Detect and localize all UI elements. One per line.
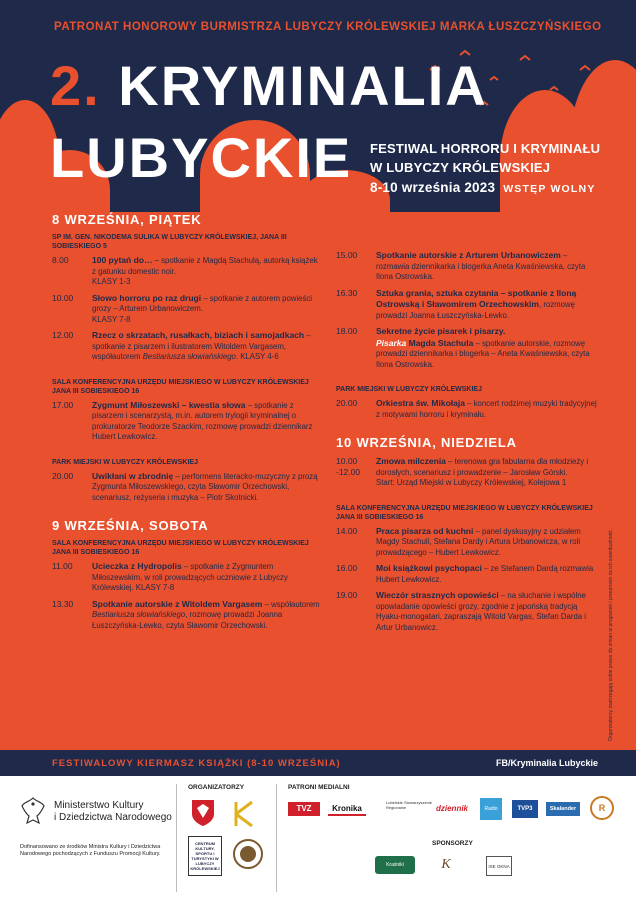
event-text: – rozmawia dziennikarka i blogerka Aneta Kwaśniewska, czyta Ilona Ostrowska. (376, 251, 586, 281)
sponsor-logo-3: ISE OKNA (486, 856, 512, 876)
venue-school: SP IM. GEN. NIKODEMA SULIKA W LUBYCZY KRÓLEWSKIEJ, JANA III SOBIESKIEGO 5 (52, 234, 287, 250)
event-title: Uwikłani w zbrodnię (92, 470, 174, 481)
event-item (336, 250, 598, 283)
event-title: Rzecz o skrzatach, rusałkach, biziach i samojadkach (92, 330, 305, 340)
partner-seal-icon (232, 838, 264, 870)
footer-divider (276, 784, 277, 892)
event-description (376, 456, 598, 489)
event-time: 18.00 (336, 326, 358, 336)
sponsors-heading: SPONSORZY (432, 840, 473, 847)
event-time: 16.00 (336, 563, 358, 573)
venue-conference-hall (52, 378, 320, 396)
event-title-italic: Pisarka (376, 337, 407, 348)
day-heading-sunday: 10 WRZEŚNIA, NIEDZIELA (336, 435, 517, 450)
event-description (92, 255, 320, 288)
event-description (376, 326, 598, 370)
ministry-logo (20, 796, 190, 836)
event-title: Sztuka grania, sztuka czytania – spotkanie z Iloną Ostrowską i Sławomirem Orzechowskim (376, 287, 577, 309)
event-title: Słowo horroru po raz drugi (92, 292, 202, 303)
event-item (52, 471, 320, 504)
event-time: 20.00 (336, 398, 358, 408)
event-text: – spotkanie z autorem powieści grozy – Arturem Urbanowiczem. (92, 293, 313, 313)
event-description (376, 526, 598, 559)
event-time: 20.00 (52, 470, 74, 481)
event-item (336, 563, 598, 585)
facebook-link[interactable]: FB/Kryminalia Lubyckie (495, 758, 598, 768)
event-text: – panel dyskusyjny z udziałem Magdy Stachuli, Stefana Dardy i Artura Urbanowicza, w roli prowadzącego – Hubert Lewkowicz. (376, 526, 581, 557)
media-logo-tvz: TVZ (288, 802, 320, 816)
event-item (52, 400, 320, 443)
event-classes: KLASY 1-3 (92, 277, 131, 286)
book-fair-label: FESTIWALOWY KIERMASZ KSIĄŻKI (8-10 WRZEŚNIA) (52, 758, 341, 769)
festival-program (0, 212, 636, 750)
day-heading-saturday: 9 WRZEŚNIA, SOBOTA (52, 518, 209, 533)
event-item (336, 288, 598, 322)
event-time: 16.30 (336, 287, 358, 298)
edition-number: 2. (50, 54, 101, 117)
event-title: Zygmunt Miłoszewski – kwestia słowa (92, 399, 246, 410)
event-description (376, 590, 598, 633)
event-item (336, 456, 598, 489)
event-time: 14.00 (336, 525, 358, 536)
event-description (92, 471, 320, 504)
event-text: – na słuchanie i wspólne opowiadanie opowieści grozy, zgodnie z japońską tradycją Hyaku-monogatari, zapraszają Witold Vargas, Stefan Darda i Artur Urbanowicz. (376, 591, 587, 632)
event-time: 8.00 (52, 255, 69, 265)
event-time: 11.00 (52, 561, 73, 571)
coat-of-arms-icon (190, 798, 216, 828)
event-description (92, 293, 320, 326)
event-title: 100 pytań do… (92, 255, 153, 265)
venue-city-park: PARK MIEJSKI W LUBYCZY KRÓLEWSKIEJ (336, 386, 482, 393)
media-patrons-heading: PATRONI MEDIALNI (288, 784, 350, 791)
event-item (52, 599, 320, 632)
program-disclaimer (606, 512, 616, 762)
event-time: 10.00 (52, 292, 74, 303)
event-description (92, 400, 320, 443)
event-time: 13.30 (52, 598, 74, 609)
event-classes: KLASY 7-8 (92, 314, 131, 324)
media-logo-r: R (590, 796, 614, 820)
event-time: 17.00 (52, 399, 74, 410)
venue-name: SALA KONFERENCYJNA URZĘDU MIEJSKIEGO W LUBYCZY KRÓLEWSKIEJ (52, 540, 309, 547)
ministry-name (54, 800, 194, 824)
event-title: Wieczór strasznych opowieści (376, 590, 499, 600)
media-logo-tvp3: TVP3 (512, 800, 538, 818)
book-fair-band (0, 750, 636, 776)
media-logo-skalander: Skalander (546, 802, 580, 816)
event-description (376, 398, 598, 420)
event-text: – współautorem (262, 599, 320, 609)
event-text: – spotkanie z Magdą Stachulą, autorką książek z gatunku domestic noir. (92, 256, 318, 276)
event-title: Ucieczka z Hydropolis (92, 561, 182, 571)
venue-name: SALA KONFERENCYJNA URZĘDU MIEJSKIEGO W LUBYCZY KRÓLEWSKIEJ (336, 504, 593, 512)
event-time: 19.00 (336, 590, 358, 600)
event-text: – spotkanie z Zygmuntem Miłoszewskim, w roli prowadzących uczniowie z Lubyczy Królewskiej. KLASY 7-8 (92, 562, 288, 592)
event-item (336, 526, 598, 559)
program-right-column (336, 250, 598, 638)
venue-name: SALA KONFERENCYJNA URZĘDU MIEJSKIEGO W LUBYCZY KRÓLEWSKIEJ (52, 378, 309, 386)
ministry-name-line1: Ministerstwo Kultury (54, 800, 144, 811)
title-word-kryminalia: KRYMINALIA (118, 54, 488, 117)
venue-conference-hall (336, 504, 598, 522)
event-title: Moi książkowi psychopaci (376, 563, 482, 573)
event-title: Praca pisarza od kuchni (376, 525, 474, 536)
funding-note: Dofinansowano ze środków Ministra Kultury i Dziedzictwa Narodowego pochodzących z Funduszu Promocji Kultury. (20, 844, 161, 857)
poster-header (0, 0, 636, 212)
venue-city-park: PARK MIEJSKI W LUBYCZY KRÓLEWSKIEJ (52, 458, 198, 466)
event-text: – performens literacko-muzyczny z prozą Zygmunta Miłoszewskiego, czyta Sławomir Orzechowski, scenariusz, reżyseria i muzyka – Piotr Skotnicki. (92, 471, 318, 502)
media-logo-dziennik: dziennik (436, 804, 469, 813)
organizers-heading: ORGANIZATORZY (188, 784, 245, 791)
media-logo-kronika: Kronika (328, 802, 366, 816)
event-text: – spotkanie z pisarzem i ilustratorem Witoldem Vargasem, współautorem (92, 331, 311, 361)
event-title-name: Magda Stachula (406, 337, 474, 348)
library-logo-icon (232, 800, 258, 828)
footer-divider (176, 784, 177, 892)
event-classes: . KLASY 4-6 (235, 352, 279, 361)
event-text: – spotkanie autorskie, rozmowę prowadzi dziennikarka i blogerka – Aneta Kwaśniewska, czyta Ilona Ostrowska. (376, 338, 590, 369)
festival-title-line2: LUBYCKIE (50, 126, 353, 189)
event-text: – ze Stefanem Dardą rozmawia Hubert Lewkowicz. (376, 564, 594, 584)
event-start-location: Start: Urząd Miejski w Lubyczy Królewskiej, Kolejowa 1 (376, 478, 567, 487)
event-title: Spotkanie autorskie z Arturem Urbanowiczem (376, 250, 561, 260)
media-logo-radio: Radio (480, 798, 502, 820)
honorary-patronage: PATRONAT HONOROWY BURMISTRZA LUBYCZY KRÓLEWSKIEJ MARKA ŁUSZCZYŃSKIEGO (54, 21, 602, 33)
event-item (52, 330, 320, 363)
event-item (336, 398, 598, 420)
sponsor-logo-1: Kraśniki (375, 856, 415, 874)
event-title: Spotkanie autorskie z Witoldem Vargasem (92, 598, 263, 609)
program-left-column (52, 212, 320, 636)
event-item (52, 255, 320, 288)
event-description (92, 599, 320, 632)
venue-conference-hall (52, 539, 320, 557)
event-item (336, 326, 598, 370)
event-item (52, 293, 320, 326)
disclaimer-text: Organizatorzy zastrzegają sobie prawo do zmian w programie i przeprosin za ich ewentualność. (608, 528, 614, 742)
festival-title-line1 (50, 54, 488, 117)
event-item (52, 561, 320, 594)
festival-dates (370, 180, 596, 195)
dates-text: 8-10 września 2023 (370, 180, 496, 195)
venue-street: JANA III SOBIESKIEGO 16 (52, 549, 140, 556)
eagle-emblem-icon (20, 796, 46, 826)
event-description (376, 563, 598, 585)
event-text: – koncert rodzimej muzyki tradycyjnej z motywami horroru i kryminału. (376, 399, 597, 419)
venue-street: JANA III SOBIESKIEGO 16 (336, 513, 424, 521)
event-title: Sekretne życie pisarek i pisarzy. (376, 326, 506, 336)
event-item (336, 590, 598, 633)
event-book-title: Bestiariusza słowiańskiego (92, 610, 186, 619)
event-description (376, 250, 598, 283)
event-text: , rozmowę prowadzi Joanna Łuszczyńska-Lewko. (376, 300, 575, 320)
media-logo-association: Lubelskie Stowarzyszenie Regionalne (386, 800, 433, 810)
free-entry-label: WSTĘP WOLNY (503, 183, 596, 195)
sponsor-logo-2: K (441, 857, 451, 872)
event-description (92, 561, 320, 594)
event-title: Zmowa milczenia (376, 456, 446, 466)
event-title: Orkiestra św. Mikołaja (376, 398, 465, 408)
event-description (376, 288, 598, 322)
event-time: 15.00 (336, 250, 358, 260)
event-text: – terenowa gra fabularna dla młodzieży i dorosłych, scenariusz i prowadzenie – Jarosław Górski. (376, 457, 589, 477)
event-text: – spotkanie z pisarzem i scenarzystą, m.in. autorem trylogii kryminalnej o prokuratorze Teodorze Szackim, rozmowę prowadzi dziennikarz Hubert Lewkowicz. (92, 400, 313, 441)
sponsors-footer (0, 776, 636, 900)
ministry-name-line2: i Dziedzictwa Narodowego (54, 812, 172, 823)
event-book-title: Bestiariusza słowiańskiego (142, 352, 236, 361)
festival-subtitle-line1: FESTIWAL HORRORU I KRYMINAŁU (370, 141, 601, 156)
event-text-end: , rozmowę prowadzi Joanna Łuszczyńska-Lewko, czyta Sławomir Orzechowski. (92, 610, 283, 630)
event-description (92, 330, 320, 363)
event-time: 12.00 (52, 330, 74, 340)
festival-subtitle-line2: W LUBYCZY KRÓLEWSKIEJ (370, 160, 551, 175)
day-heading-friday: 8 WRZEŚNIA, PIĄTEK (52, 212, 202, 227)
venue-street: JANA III SOBIESKIEGO 16 (52, 387, 140, 395)
event-time: 10.00 -12.00 (336, 456, 361, 477)
culture-centre-logo: CENTRUM KULTURY, SPORTU I TURYSTYKI W LUBYCZY KRÓLEWSKIEJ (188, 836, 222, 876)
